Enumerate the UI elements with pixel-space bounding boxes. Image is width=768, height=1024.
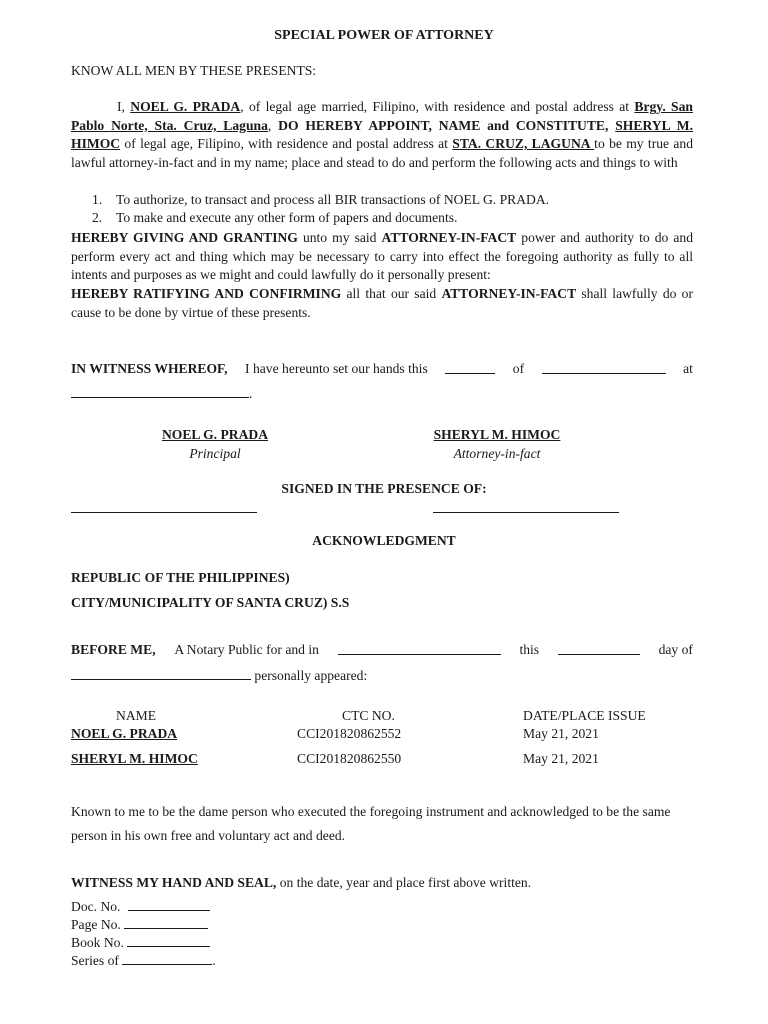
signed-presence-heading: SIGNED IN THE PRESENCE OF:	[281, 481, 487, 496]
witness-hand-line	[71, 874, 693, 893]
row-date: May 21, 2021	[523, 726, 599, 741]
table-row	[0, 725, 768, 745]
place-blank[interactable]	[71, 384, 249, 398]
witness-text: I have hereunto set our hands this	[245, 361, 428, 376]
p2-text: unto my said	[297, 230, 382, 245]
day-blank[interactable]	[445, 360, 495, 374]
notary-field	[71, 933, 693, 953]
granting-heading: HEREBY GIVING AND GRANTING	[71, 230, 298, 245]
book-no-blank[interactable]	[127, 933, 210, 947]
day-blank[interactable]	[558, 641, 640, 655]
attorney-in-fact-term: ATTORNEY-IN-FACT	[441, 286, 577, 301]
table-row	[0, 750, 768, 770]
witness-whereof-heading: IN WITNESS WHEREOF,	[71, 361, 228, 376]
attorney-signature-block	[400, 426, 594, 463]
attorney-address: STA. CRUZ, LAGUNA	[452, 136, 595, 152]
location-blank[interactable]	[338, 641, 501, 655]
month-year-blank[interactable]	[71, 666, 251, 680]
witness-text: of	[512, 361, 525, 376]
list-number: 1.	[92, 192, 103, 207]
row-name: SHERYL M. HIMOC	[71, 751, 198, 766]
appeared-line	[71, 666, 693, 686]
notary-field-label: Doc. No.	[71, 899, 124, 914]
principal-signature-block	[120, 426, 310, 463]
known-paragraph: Known to me to be the dame person who executed the foregoing instrument and acknowledged to be the same person in his own free and voluntary act and deed.	[71, 804, 671, 843]
list-text: To authorize, to transact and process all BIR transactions of NOEL G. PRADA.	[116, 192, 550, 207]
list-item	[92, 209, 714, 228]
principal-role: Principal	[189, 445, 241, 461]
row-ctc: CCI201820862552	[297, 726, 402, 741]
before-me-line	[71, 641, 693, 660]
notary-field	[71, 915, 693, 935]
p3-text: all that our said	[341, 286, 442, 301]
p3-text: shall lawfully do or cause to be done by virtue of these presents.	[71, 286, 693, 320]
p1-text: of legal age, Filipino, with residence and postal address at	[120, 136, 453, 152]
column-header-date: DATE/PLACE ISSUE	[523, 708, 646, 723]
principal-address: Brgy. San Pablo Norte, Sta. Cruz, Laguna	[71, 99, 693, 133]
granting-paragraph	[71, 229, 693, 285]
attorney-role: Attorney-in-fact	[453, 445, 541, 461]
page-no-blank[interactable]	[124, 915, 208, 929]
attorney-name: SHERYL M. HIMOC	[71, 117, 693, 152]
notary-field	[71, 897, 693, 917]
ratifying-heading: HEREBY RATIFYING AND CONFIRMING	[71, 286, 342, 301]
doc-no-blank[interactable]	[128, 897, 210, 911]
principal-name: NOEL G. PRADA	[130, 99, 241, 114]
attorney-in-fact-term: ATTORNEY-IN-FACT	[381, 230, 517, 245]
witness-hand-text: on the date, year and place first above written.	[276, 875, 532, 890]
series-blank[interactable]	[122, 951, 212, 965]
appointment-paragraph	[71, 98, 693, 172]
before-text: personally appeared:	[251, 668, 368, 683]
p1-text: , of legal age married, Filipino, with residence and postal address at	[240, 99, 635, 114]
notary-field-label: Series of	[71, 953, 123, 968]
witness-signature-line-2[interactable]	[433, 512, 619, 513]
row-name: NOEL G. PRADA	[71, 726, 178, 741]
p1-text: to be my true and lawful attorney-in-fact and in my name; place and stead to do and perform the following acts and things to with	[71, 136, 693, 170]
column-header-name: NAME	[116, 708, 157, 723]
opening-line: KNOW ALL MEN BY THESE PRESENTS:	[71, 63, 317, 78]
notary-field-label: Page No.	[71, 917, 125, 932]
notary-field	[71, 951, 693, 971]
witness-end: .	[249, 386, 253, 401]
city-line: CITY/MUNICIPALITY OF SANTA CRUZ) S.S	[71, 595, 350, 610]
table-header	[0, 707, 768, 727]
witness-signature-line-1[interactable]	[71, 512, 257, 513]
p1-text: ,	[267, 117, 279, 133]
list-text: To make and execute any other form of papers and documents.	[116, 210, 458, 225]
witness-hand-heading: WITNESS MY HAND AND SEAL,	[71, 875, 277, 890]
list-item	[92, 191, 714, 210]
place-line	[71, 384, 693, 404]
before-text: A Notary Public for and in	[174, 642, 319, 657]
republic-line: REPUBLIC OF THE PHILIPPINES)	[71, 570, 290, 585]
p1-text: I,	[117, 99, 131, 114]
attorney-signature-name: SHERYL M. HIMOC	[433, 427, 561, 442]
before-text: day of	[658, 642, 693, 657]
before-me-heading: BEFORE ME,	[71, 642, 156, 657]
before-text: this	[519, 642, 540, 657]
document-title: SPECIAL POWER OF ATTORNEY	[274, 28, 494, 43]
row-ctc: CCI201820862550	[297, 751, 402, 766]
notary-field-label: Book No.	[71, 935, 128, 950]
row-date: May 21, 2021	[523, 751, 599, 766]
p2-text: power and authority to do and perform every act and thing which may be necessary to carry into effect the foregoing authority as fully to all intents and purposes as we might and could lawfully do it personally present:	[71, 230, 693, 283]
witness-whereof-line	[71, 360, 693, 379]
acknowledgment-heading: ACKNOWLEDGMENT	[312, 533, 456, 548]
witness-text: at	[683, 361, 693, 376]
list-number: 2.	[92, 210, 103, 225]
notary-end: .	[212, 953, 216, 968]
month-blank[interactable]	[542, 360, 666, 374]
principal-signature-name: NOEL G. PRADA	[161, 427, 269, 442]
appoint-clause: DO HEREBY APPOINT, NAME and CONSTITUTE,	[278, 117, 609, 133]
column-header-ctc: CTC NO.	[342, 708, 395, 723]
ratifying-paragraph	[71, 285, 693, 322]
